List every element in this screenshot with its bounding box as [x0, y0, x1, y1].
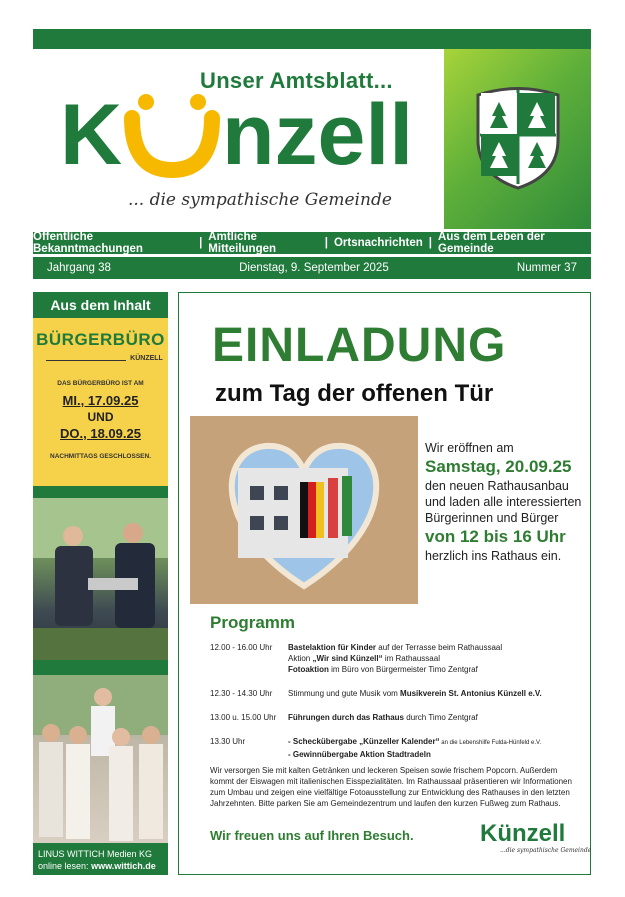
nav-item-leben[interactable]: Aus dem Leben der Gemeinde — [438, 231, 545, 255]
nav-item-mitteilungen[interactable]: Amtliche Mitteilungen — [208, 231, 277, 255]
program-time: 12.00 - 16.00 Uhr — [210, 643, 273, 652]
mini-logo-tagline: ...die sympathische Gemeinde — [500, 847, 592, 854]
masthead-subtitle: Unser Amtsblatt... — [200, 68, 393, 93]
masthead-tagline: ... die sympathische Gemeinde — [128, 190, 392, 210]
nav-item-bekanntmachungen[interactable]: Öffentliche Bekanntmachungen — [33, 231, 143, 255]
publisher-box — [33, 846, 168, 874]
issue-number: Nummer 37 — [516, 262, 577, 274]
buergerbuero-subtitle: KÜNZELL — [130, 355, 163, 363]
section-navbar: Öffentliche Bekanntmachungen | Amtliche Mitteilungen | Ortsnachrichten | Aus dem Leben der Gemeinde — [33, 232, 591, 254]
volume-label: Jahrgang 38 — [47, 262, 111, 274]
smile-u-icon — [132, 94, 212, 170]
program-list — [210, 642, 580, 773]
program-time: 12.30 - 14.30 Uhr — [210, 689, 273, 698]
buergerbuero-date2: DO., 18.09.25 — [60, 426, 141, 441]
buergerbuero-title: BÜRGERBÜRO — [36, 330, 165, 349]
program-item — [210, 642, 580, 675]
kuenzell-mini-logo — [478, 815, 592, 855]
program-time: 13.00 u. 15.00 Uhr — [210, 713, 277, 722]
sidebar-heading: Aus dem Inhalt — [50, 297, 151, 313]
buergerbuero-date1: MI., 17.09.25 — [62, 393, 139, 408]
buergerbuero-line1: DAS BÜRGERBÜRO IST AM — [57, 380, 144, 387]
online-url-link[interactable]: www.wittich.de — [91, 861, 156, 871]
logo-nzell-letters: nzell — [222, 87, 414, 183]
intro-date: Samstag, 20.09.25 — [425, 457, 572, 476]
coat-of-arms-icon — [468, 80, 568, 190]
issue-info-bar — [33, 257, 591, 279]
mini-logo-text: Künzell — [480, 820, 566, 847]
intro-line2: den neuen Rathausanbau und laden alle interessierten Bürgerinnen und Bürger — [425, 479, 582, 525]
town-hall-heart-photo[interactable] — [190, 416, 418, 604]
invitation-title: EINLADUNG — [212, 319, 507, 372]
invitation-subtitle: zum Tag der offenen Tür — [215, 380, 494, 407]
handover-photo-figures — [33, 498, 168, 660]
group-photo[interactable] — [33, 675, 168, 843]
program-desc: Führungen durch das Rathaus durch Timo Zentgraf — [288, 713, 478, 722]
logo-k-letter: K — [60, 87, 123, 183]
nav-item-ortsnachrichten[interactable]: Ortsnachrichten — [333, 237, 423, 249]
program-item — [210, 736, 580, 760]
intro-line1: Wir eröffnen am — [425, 441, 514, 455]
intro-line3: herzlich ins Rathaus ein. — [425, 549, 562, 563]
program-desc: Bastelaktion für Kinder auf der Terrasse beim Rathaussaal Aktion „Wir sind Künzell“ im Rathaussaal Fotoaktion im Büro von Bürgermeister Timo Zentgraf — [288, 643, 503, 674]
kuenzell-logo — [60, 84, 414, 184]
buergerbuero-und: UND — [87, 410, 114, 424]
program-desc: - Scheckübergabe „Künzeller Kalender“ an die Lebenshilfe Fulda-Hünfeld e.V. - Gewinnübergabe Aktion Stadtradeln — [288, 737, 542, 759]
buergerbuero-line2: NACHMITTAGS GESCHLOSSEN. — [50, 453, 151, 460]
intro-time: von 12 bis 16 Uhr — [425, 527, 566, 546]
program-item — [210, 712, 580, 723]
farewell-text: Wir freuen uns auf Ihren Besuch. — [210, 828, 414, 843]
program-title: Programm — [210, 613, 296, 632]
issue-date: Dienstag, 9. September 2025 — [239, 262, 389, 274]
invitation-intro — [425, 440, 585, 564]
top-green-bar — [33, 29, 591, 49]
online-label: online lesen: — [38, 861, 89, 871]
program-item — [210, 688, 580, 699]
closing-paragraph: Wir versorgen Sie mit kalten Getränken und leckeren Speisen sowie frischem Popcorn. Außerdem kommt der Eiswagen mit italienischen Eisspezialitäten. Im Rathaussaal präsentieren wir Informationen zum Umbau und zeigen eine vielfältige Fotoausstellung zur Entwicklung des Rathauses in den letzten Jahrzehnten. Bitte parken Sie am Gemeindezentrum und laufen den kurzen Fußweg zum Rathaus. — [210, 766, 572, 808]
handover-photo[interactable] — [33, 498, 168, 660]
program-desc: Stimmung und gute Musik vom Musikverein St. Antonius Künzell e.V. — [288, 689, 542, 698]
publisher-name: LINUS WITTICH Medien KG — [38, 849, 153, 859]
buergerbuero-notice[interactable] — [33, 318, 168, 486]
heart-cutout-illustration — [190, 416, 418, 604]
group-photo-figures — [33, 675, 168, 843]
program-time: 13.30 Uhr — [210, 737, 246, 746]
